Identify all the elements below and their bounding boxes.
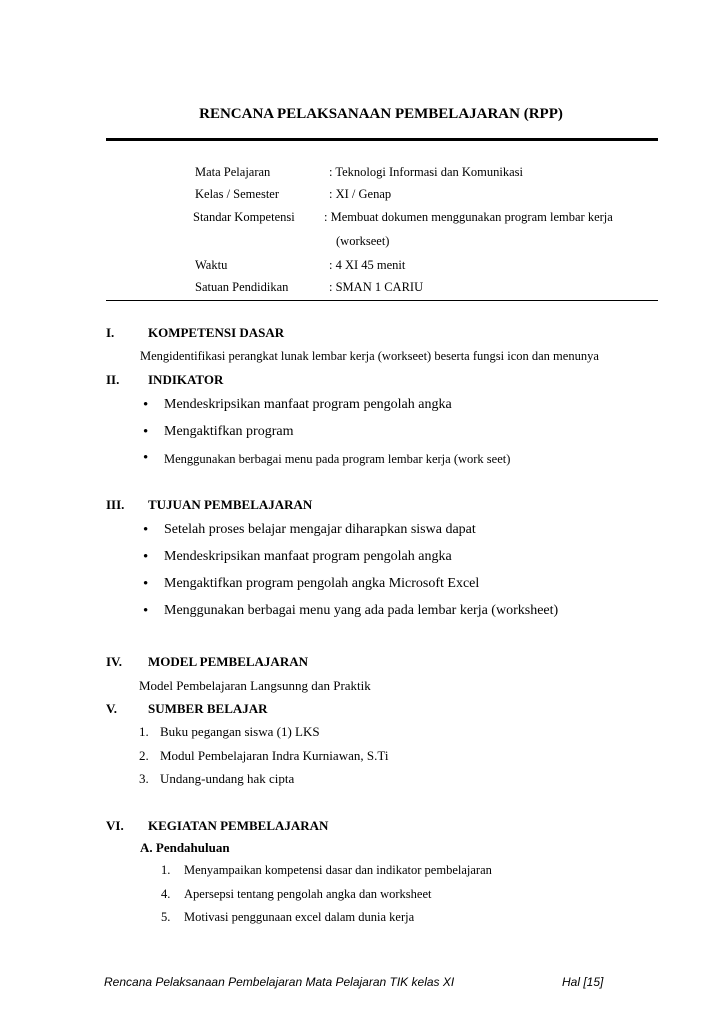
indikator-item: Menggunakan berbagai menu pada program lembar kerja (work seet) — [164, 452, 511, 466]
bullet-icon: • — [143, 576, 149, 592]
meta-value-mata-pelajaran: : Teknologi Informasi dan Komunikasi — [329, 165, 524, 179]
tujuan-item: Mengaktifkan program pengolah angka Microsoft Excel — [164, 576, 480, 591]
section-number-4: IV. — [106, 654, 123, 669]
indikator-item: Mengaktifkan program — [164, 424, 294, 439]
section-number-1: I. — [106, 325, 115, 340]
subsection-pendahuluan: A. Pendahuluan — [140, 840, 230, 855]
kegiatan-item: Apersepsi tentang pengolah angka dan worksheet — [184, 887, 432, 901]
section-title-kegiatan: KEGIATAN PEMBELAJARAN — [148, 818, 329, 833]
meta-label-waktu: Waktu — [195, 258, 228, 272]
kegiatan-item: Menyampaikan kompetensi dasar dan indikator pembelajaran — [184, 863, 492, 877]
meta-label-kelas: Kelas / Semester — [195, 187, 280, 201]
sumber-item: Undang-undang hak cipta — [160, 771, 295, 786]
section-number-5: V. — [106, 701, 117, 716]
meta-label-standar: Standar Kompetensi — [193, 210, 295, 224]
sumber-item: Buku pegangan siswa (1) LKS — [160, 724, 320, 739]
meta-value-satuan: : SMAN 1 CARIU — [329, 280, 424, 294]
kegiatan-item: Motivasi penggunaan excel dalam dunia kerja — [184, 910, 415, 924]
meta-label-satuan: Satuan Pendidikan — [195, 280, 289, 294]
section-title-indikator: INDIKATOR — [148, 372, 224, 387]
section-title-model: MODEL PEMBELAJARAN — [148, 654, 308, 669]
section-number-2: II. — [106, 372, 120, 387]
section-number-6: VI. — [106, 818, 124, 833]
bullet-icon: • — [143, 450, 149, 466]
meta-value-kelas: : XI / Genap — [329, 187, 392, 201]
meta-label-mata-pelajaran: Mata Pelajaran — [195, 165, 271, 179]
title-divider — [106, 138, 658, 141]
kompetensi-dasar-text: Mengidentifikasi perangkat lunak lembar kerja (workseet) beserta fungsi icon dan menunya — [140, 349, 599, 363]
list-number: 5. — [161, 910, 171, 924]
bullet-icon: • — [143, 522, 149, 538]
meta-value-standar: : Membuat dokumen menggunakan program lembar kerja — [324, 210, 613, 224]
list-number: 1. — [161, 863, 171, 877]
section-title-sumber: SUMBER BELAJAR — [148, 701, 268, 716]
section-title-kompetensi-dasar: KOMPETENSI DASAR — [148, 325, 285, 340]
bullet-icon: • — [143, 424, 149, 440]
footer-document-title: Rencana Pelaksanaan Pembelajaran Mata Pelajaran TIK kelas XI — [104, 975, 455, 989]
section-title-tujuan: TUJUAN PEMBELAJARAN — [148, 497, 313, 512]
tujuan-item: Setelah proses belajar mengajar diharapkan siswa dapat — [164, 522, 476, 537]
indikator-item: Mendeskripsikan manfaat program pengolah angka — [164, 397, 452, 412]
list-number: 2. — [139, 748, 149, 763]
bullet-icon: • — [143, 397, 149, 413]
meta-value-standar-cont: (workseet) — [336, 234, 390, 248]
tujuan-item: Menggunakan berbagai menu yang ada pada lembar kerja (worksheet) — [164, 603, 559, 618]
list-number: 4. — [161, 887, 171, 901]
sumber-item: Modul Pembelajaran Indra Kurniawan, S.Ti — [160, 748, 389, 763]
meta-value-waktu: : 4 XI 45 menit — [329, 258, 406, 272]
section-number-3: III. — [106, 497, 125, 512]
footer-page-number: Hal [15] — [562, 975, 604, 989]
bullet-icon: • — [143, 603, 149, 619]
meta-divider — [106, 300, 658, 301]
model-text: Model Pembelajaran Langsunng dan Praktik — [139, 678, 371, 693]
list-number: 3. — [139, 771, 149, 786]
bullet-icon: • — [143, 549, 149, 565]
tujuan-item: Mendeskripsikan manfaat program pengolah angka — [164, 549, 452, 564]
page-title: RENCANA PELAKSANAAN PEMBELAJARAN (RPP) — [199, 106, 563, 122]
list-number: 1. — [139, 724, 149, 739]
